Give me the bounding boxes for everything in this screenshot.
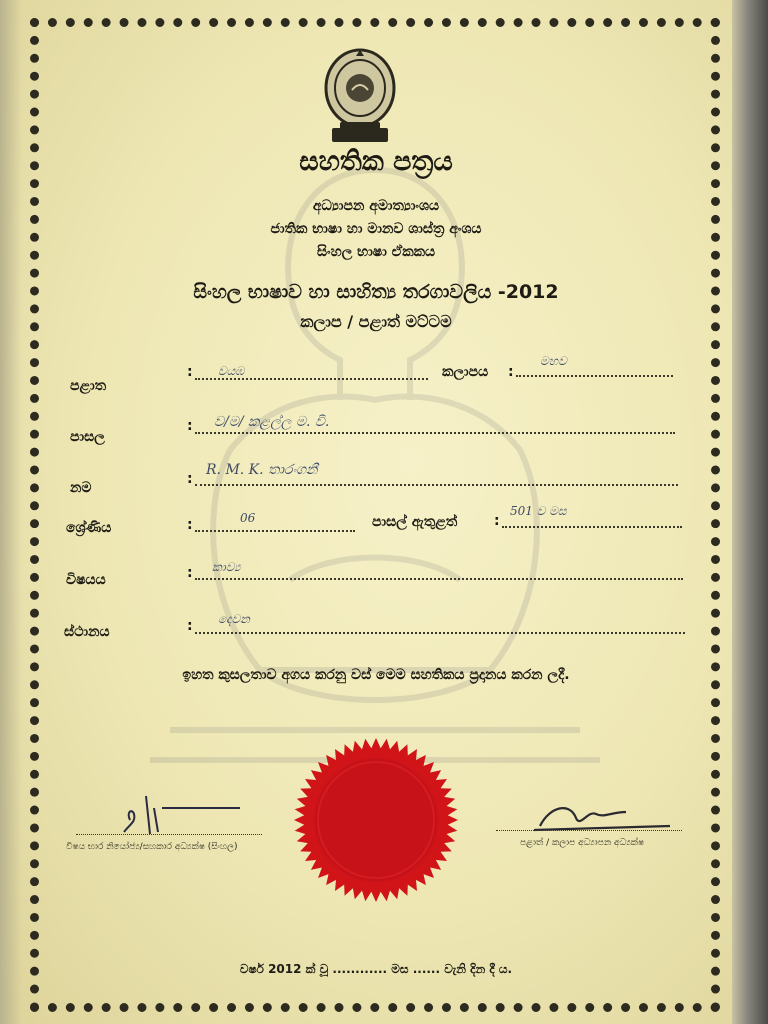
school-colon: : (187, 418, 193, 434)
school-line (195, 432, 675, 434)
zone-value: මහව (540, 354, 567, 368)
zone-colon: : (508, 364, 514, 380)
left-signature (110, 792, 250, 838)
place-line (195, 632, 685, 634)
name-colon: : (187, 471, 193, 487)
grade-label: ශ්‍රේණිය (66, 520, 112, 536)
department-line: ජාතික භාෂා හා මානව ශාස්ත්‍ර අංශය (270, 221, 482, 237)
left-signature-line (76, 834, 262, 835)
subject-value: කාව්‍ය (212, 560, 241, 574)
zone-label: කලාපය (442, 364, 489, 380)
national-emblem-icon (322, 46, 398, 146)
competition-title: සිංහල භාෂාව හා සාහිත්‍ය තරගාවලිය -2012 (193, 281, 559, 303)
subject-line (195, 578, 683, 580)
admission-colon: : (494, 513, 500, 529)
subject-label: විෂයය (66, 572, 106, 588)
right-signature-caption: පළාත් / කලාප අධ්‍යාපන අධ්‍යක්ෂ (520, 838, 645, 848)
zone-line (516, 375, 673, 377)
admission-value: 501 ව මස (510, 504, 567, 518)
province-colon: : (187, 364, 193, 380)
province-label: පළාත (70, 378, 107, 394)
province-value: වයඹ (218, 364, 245, 378)
name-value: R. M. K. තාරංගනී (206, 462, 318, 478)
school-label: පාසල (70, 429, 105, 445)
red-wax-seal-icon (291, 737, 461, 903)
grade-value: 06 (240, 511, 256, 525)
name-line (195, 484, 678, 486)
certificate-title: සහතික පත්‍රය (299, 146, 453, 177)
admission-line (502, 526, 682, 528)
admission-label: පාසල් ඇතුළත් (372, 514, 458, 530)
grade-colon: : (187, 517, 193, 533)
grade-line (195, 530, 355, 532)
place-label: ස්ථානය (64, 624, 110, 640)
name-label: නම (70, 480, 92, 496)
subject-colon: : (187, 565, 193, 581)
ministry-line: අධ්‍යාපන අමාත්‍යාංශය (312, 198, 440, 214)
declaration-text: ඉහත කුසලතාව අගය කරනු වස් මෙම සහතිකය ප්‍රදානය කරන ලදී. (182, 667, 570, 683)
competition-level: කලාප / පළාත් මට්ටම (300, 312, 452, 331)
date-line: වර්ෂ 2012 ක් වූ ............ මස ...... වැනි දින දී ය. (239, 962, 513, 976)
school-value: ව/ම/ කළල්ල ම. වි. (214, 414, 330, 430)
place-colon: : (187, 618, 193, 634)
unit-line: සිංහල භාෂා ඒකකය (316, 244, 436, 260)
place-value: දෙවන (218, 612, 250, 626)
right-signature-line (496, 830, 682, 831)
left-signature-caption: විෂය භාර නියෝජ්‍ය/සහකාර අධ්‍යක්ෂ (සිංහල) (66, 842, 238, 852)
